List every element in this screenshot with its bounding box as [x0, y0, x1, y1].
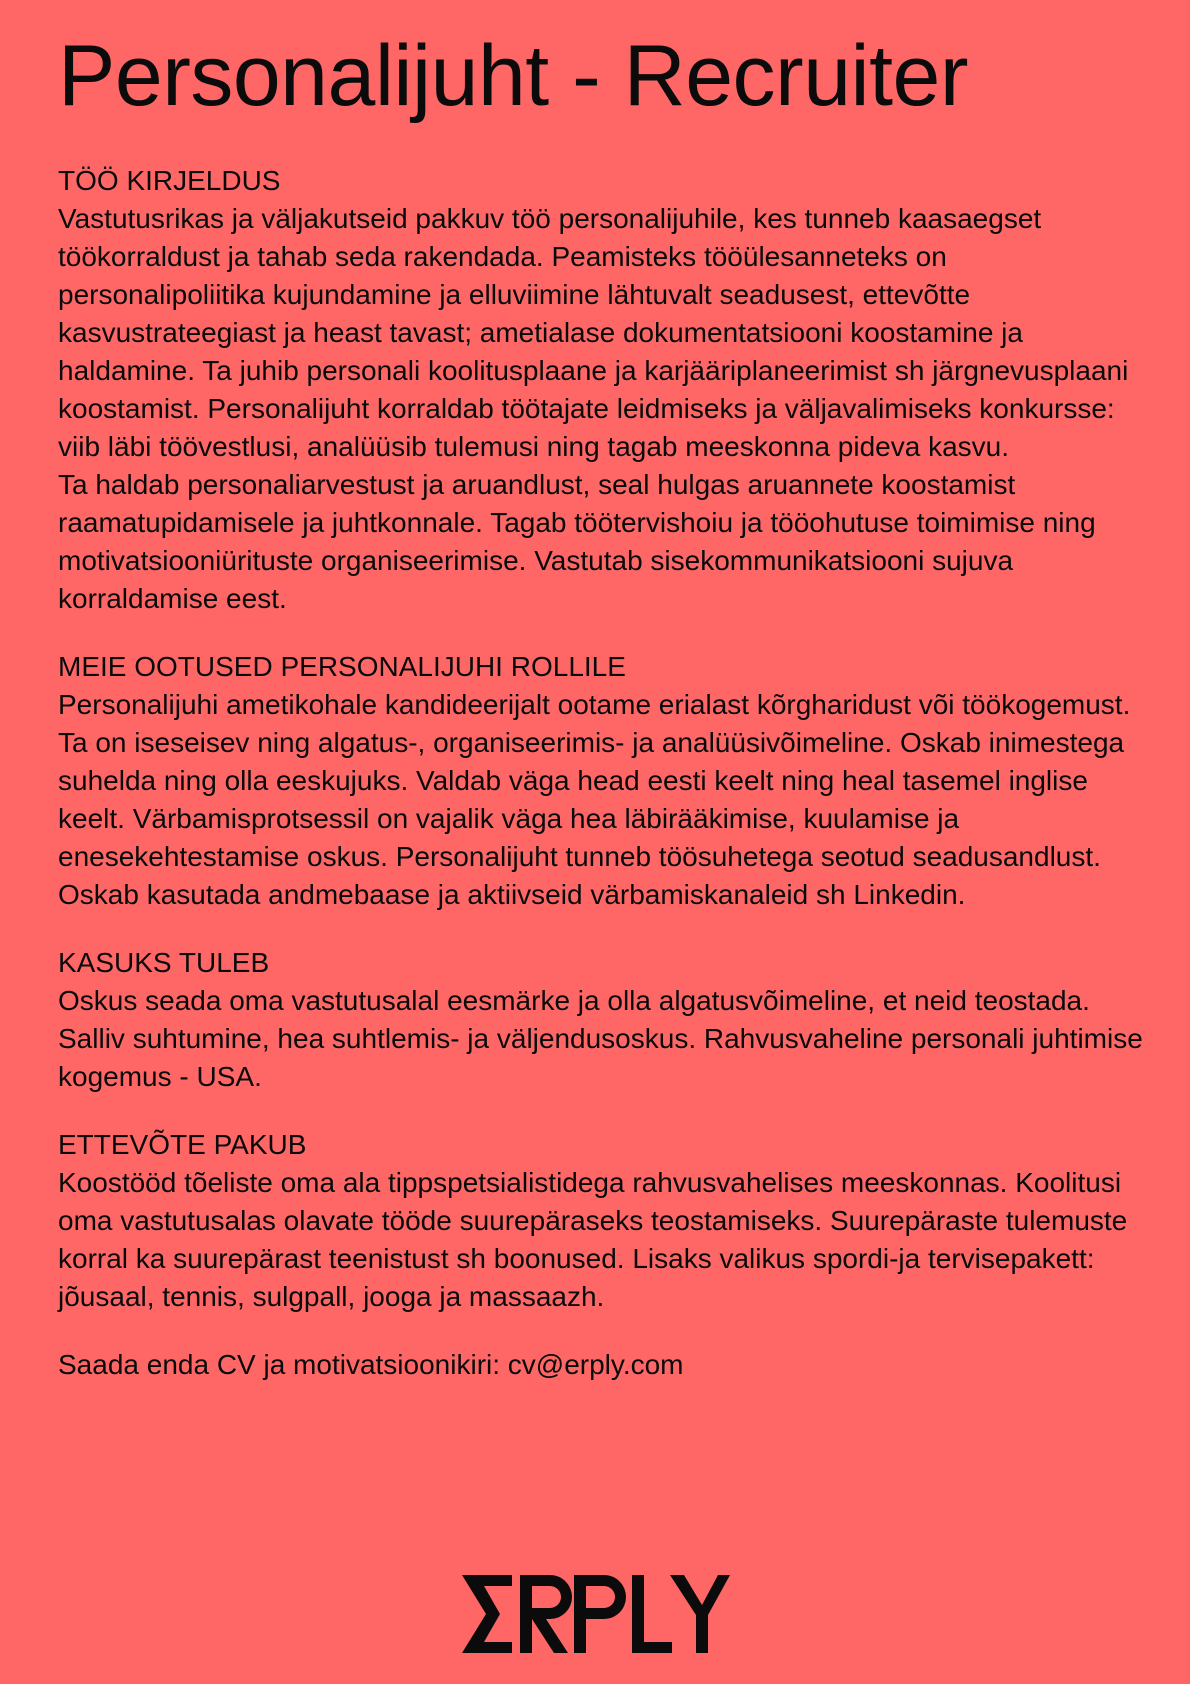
- section-heading: TÖÖ KIRJELDUS: [58, 165, 281, 196]
- section-paragraph: Personalijuhi ametikohale kandideerijalt ootame erialast kõrgharidust või töökogemust. Ta on iseseisev ning algatus-, organiseerimis- ja analüüsivõimeline. Oskab inimestega suhelda ning olla eeskujuks. Valdab väga head eesti keelt ning heal tasemel inglise keelt. Värbamisprotsessil on vajalik väga hea läbirääkimise, kuulamise ja enesekehtestamise oskus. Personalijuht tunneb töösuhetega seotud seadusandlust. Oskab kasutada andmebaase ja aktiivseid värbamiskanaleid sh Linkedin.: [58, 689, 1131, 910]
- erply-logo-icon: [462, 1575, 730, 1653]
- section-advantages: [58, 944, 1148, 1096]
- section-heading: MEIE OOTUSED PERSONALIJUHI ROLLILE: [58, 651, 626, 682]
- section-company-offers: [58, 1126, 1148, 1316]
- section-expectations: [58, 648, 1148, 914]
- application-contact: Saada enda CV ja motivatsioonikiri: cv@erply.com: [58, 1349, 684, 1380]
- section-paragraph: Oskus seada oma vastutusalal eesmärke ja olla algatusvõimeline, et neid teostada. Salliv suhtumine, hea suhtlemis- ja väljendusoskus. Rahvusvaheline personali juhtimise kogemus - USA.: [58, 985, 1143, 1092]
- page-title: Personalijuht - Recruiter: [58, 28, 968, 124]
- section-paragraph: Vastutusrikas ja väljakutseid pakkuv töö personalijuhile, kes tunneb kaasaegset töökorraldust ja tahab seda rakendada. Peamisteks tööülesanneteks on personalipoliitika kujundamine ja elluviimine lähtuvalt seadusest, ettevõtte kasvustrateegiast ja heast tavast; ametialase dokumentatsiooni koostamine ja haldamine. Ta juhib personali koolitusplaane ja karjääriplaneerimist sh järgnevusplaani koostamist. Personalijuht korraldab töötajate leidmiseks ja väljavalimiseks konkursse: viib läbi töövestlusi, analüüsib tulemusi ning tagab meeskonna pideva kasvu.: [58, 203, 1129, 462]
- section-heading: ETTEVÕTE PAKUB: [58, 1129, 307, 1160]
- section-job-description: [58, 162, 1148, 618]
- section-paragraph: Ta haldab personaliarvestust ja aruandlust, seal hulgas aruannete koostamist raamatupidamisele ja juhtkonnale. Tagab töötervishoiu ja tööohutuse toimimise ning motivatsiooniürituste organiseerimise. Vastutab sisekommunikatsiooni sujuva korraldamise eest.: [58, 469, 1096, 614]
- section-heading: KASUKS TULEB: [58, 947, 270, 978]
- job-ad: [58, 0, 1148, 1384]
- section-paragraph: Koostööd tõeliste oma ala tippspetsialistidega rahvusvahelises meeskonnas. Koolitusi oma vastutusalas olavate tööde suurepäraseks teostamiseks. Suurepäraste tulemuste korral ka suurepärast teenistust sh boonused. Lisaks valikus spordi-ja tervisepakett: jõusaal, tennis, sulgpall, jooga ja massaazh.: [58, 1167, 1128, 1312]
